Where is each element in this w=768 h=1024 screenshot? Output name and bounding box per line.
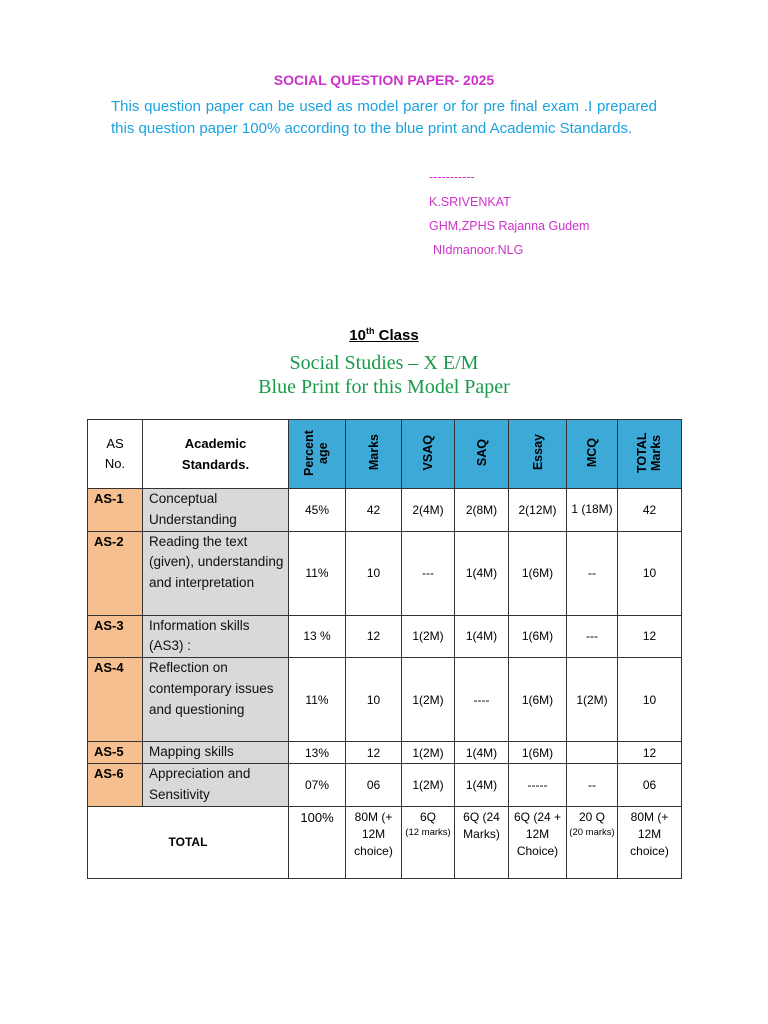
vsaq-cell: 1(2M) (402, 742, 455, 764)
percentage-cell: 13% (289, 742, 346, 764)
as-code: AS-6 (88, 763, 143, 806)
header-as-no: AS No. (88, 420, 143, 489)
subject-heading: Social Studies – X E/M (289, 352, 479, 374)
total-mcq-count: 20 Q (578, 809, 605, 824)
table-row (88, 658, 682, 742)
total-cell: 10 (618, 531, 682, 615)
standard-name: Mapping skills (143, 742, 289, 764)
table-header-row (88, 420, 682, 489)
vsaq-cell: 2(4M) (402, 489, 455, 532)
blueprint-heading: Blue Print for this Model Paper (258, 376, 510, 398)
as-code: AS-3 (88, 615, 143, 658)
total-percentage: 100% (289, 806, 346, 878)
standard-name: Reading the text (given), understanding and interpretation (143, 531, 289, 615)
total-cell: 12 (618, 615, 682, 658)
header-vsaq: VSAQ (402, 420, 455, 489)
mcq-cell (567, 742, 618, 764)
percentage-cell: 45% (289, 489, 346, 532)
mcq-cell: 1(2M) (567, 658, 618, 742)
total-cell: 12 (618, 742, 682, 764)
header-total-marks: TOTAL Marks (618, 420, 682, 489)
percentage-cell: 13 % (289, 615, 346, 658)
total-mcq (567, 806, 618, 878)
as-code: AS-2 (88, 531, 143, 615)
total-vsaq-count: 6Q (419, 809, 436, 824)
percentage-cell: 07% (289, 763, 346, 806)
vsaq-cell: 1(2M) (402, 615, 455, 658)
saq-cell: 1(4M) (455, 742, 509, 764)
total-mcq-marks: (20 marks) (569, 826, 615, 838)
author-school: GHM,ZPHS Rajanna Gudem (429, 219, 590, 233)
total-marks: 80M (+ 12M choice) (346, 806, 402, 878)
saq-cell: 1(4M) (455, 531, 509, 615)
mcq-cell: -- (567, 531, 618, 615)
marks-cell: 42 (346, 489, 402, 532)
marks-cell: 12 (346, 742, 402, 764)
essay-cell: 1(6M) (509, 531, 567, 615)
total-saq: 6Q (24 Marks) (455, 806, 509, 878)
class-heading (0, 326, 768, 344)
header-marks: Marks (346, 420, 402, 489)
class-suffix: th (365, 326, 375, 336)
as-code: AS-5 (88, 742, 143, 764)
as-code: AS-4 (88, 658, 143, 742)
intro-paragraph: This question paper can be used as model parer or for pre final exam .I prepared this question paper 100% according to the blue print and Academic Standards. (111, 98, 657, 137)
table-row (88, 615, 682, 658)
vsaq-cell: 1(2M) (402, 763, 455, 806)
header-standards: Academic Standards. (143, 420, 289, 489)
total-row (88, 806, 682, 878)
standard-name: Reflection on contemporary issues and questioning (143, 658, 289, 742)
vsaq-cell: 1(2M) (402, 658, 455, 742)
essay-cell: 1(6M) (509, 615, 567, 658)
mcq-cell: --- (567, 615, 618, 658)
total-label: TOTAL (88, 806, 289, 878)
essay-cell: ----- (509, 763, 567, 806)
author-name: K.SRIVENKAT (429, 195, 511, 209)
standard-name: Appreciation and Sensitivity (143, 763, 289, 806)
saq-cell: 2(8M) (455, 489, 509, 532)
total-essay: 6Q (24 + 12M Choice) (509, 806, 567, 878)
blueprint-table (87, 419, 682, 879)
total-cell: 42 (618, 489, 682, 532)
author-place: NIdmanoor.NLG (433, 243, 524, 257)
header-mcq: MCQ (567, 420, 618, 489)
percentage-cell: 11% (289, 531, 346, 615)
essay-cell: 1(6M) (509, 658, 567, 742)
marks-cell: 06 (346, 763, 402, 806)
class-number: 10 (349, 327, 366, 344)
table-row (88, 531, 682, 615)
marks-cell: 10 (346, 658, 402, 742)
marks-cell: 12 (346, 615, 402, 658)
header-saq: SAQ (455, 420, 509, 489)
standard-name: Information skills (AS3) : (143, 615, 289, 658)
total-vsaq-marks: (12 marks) (405, 826, 451, 838)
paper-title: SOCIAL QUESTION PAPER- 2025 (273, 72, 495, 88)
table-row (88, 742, 682, 764)
mcq-cell: -- (567, 763, 618, 806)
total-cell: 06 (618, 763, 682, 806)
standard-name: Conceptual Understanding (143, 489, 289, 532)
saq-cell: 1(4M) (455, 615, 509, 658)
table-row (88, 763, 682, 806)
essay-cell: 2(12M) (509, 489, 567, 532)
total-total-marks: 80M (+ 12M choice) (618, 806, 682, 878)
as-code: AS-1 (88, 489, 143, 532)
total-cell: 10 (618, 658, 682, 742)
signature-divider: ----------- (429, 170, 475, 184)
vsaq-cell: --- (402, 531, 455, 615)
saq-cell: ---- (455, 658, 509, 742)
percentage-cell: 11% (289, 658, 346, 742)
essay-cell: 1(6M) (509, 742, 567, 764)
total-vsaq (402, 806, 455, 878)
header-essay: Essay (509, 420, 567, 489)
saq-cell: 1(4M) (455, 763, 509, 806)
header-percentage: Percent age (289, 420, 346, 489)
mcq-cell: 1 (18M) (567, 489, 618, 532)
table-row (88, 489, 682, 532)
marks-cell: 10 (346, 531, 402, 615)
class-word: Class (374, 327, 419, 344)
